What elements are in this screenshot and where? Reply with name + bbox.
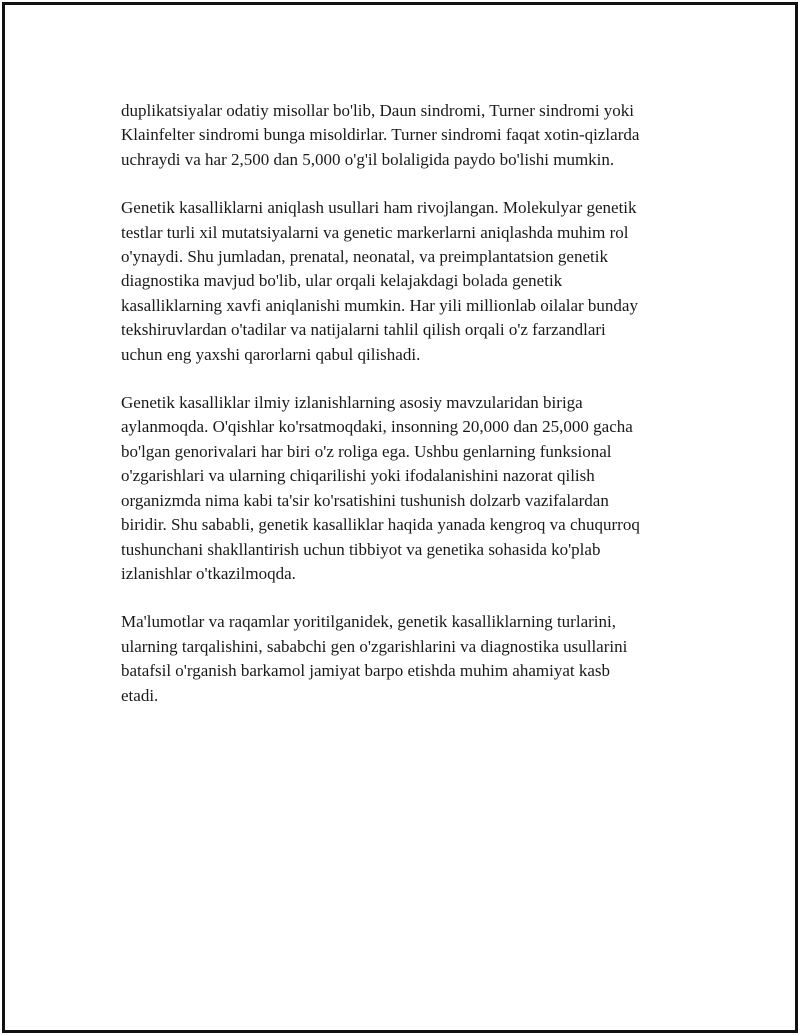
page-frame	[2, 2, 798, 1033]
paragraph-line: organizmda nima kabi ta'sir ko'rsatishini tushunish dolzarb vazifalardan	[121, 490, 609, 510]
paragraph-line: Ma'lumotlar va raqamlar yoritilganidek, genetik kasalliklarning turlarini,	[121, 612, 616, 632]
paragraph	[121, 610, 701, 708]
paragraph-line: izlanishlar o'tkazilmoqda.	[121, 563, 296, 583]
document-body	[121, 99, 701, 732]
paragraph-line: uchun eng yaxshi qarorlarni qabul qilishadi.	[121, 344, 421, 364]
paragraph-line: diagnostika mavjud bo'lib, ular orqali kelajakdagi bolada genetik	[121, 271, 563, 291]
paragraph-line: o'zgarishlari va ularning chiqarilishi yoki ifodalanishini nazorat qilish	[121, 466, 595, 486]
paragraph-line: batafsil o'rganish barkamol jamiyat barpo etishda muhim ahamiyat kasb	[121, 661, 611, 681]
paragraph-line: tushunchani shakllantirish uchun tibbiyot va genetika sohasida ko'plab	[121, 539, 601, 559]
paragraph	[121, 196, 701, 367]
paragraph-line: ularning tarqalishini, sababchi gen o'zgarishlarini va diagnostika usullarini	[121, 636, 628, 656]
paragraph-line: o'ynaydi. Shu jumladan, prenatal, neonatal, va preimplantatsion genetik	[121, 247, 608, 267]
paragraph-line: etadi.	[121, 685, 159, 705]
paragraph-line: testlar turli xil mutatsiyalarni va genetic markerlarni aniqlashda muhim rol	[121, 222, 629, 242]
paragraph-line: bo'lgan genorivalari har biri o'z roliga ega. Ushbu genlarning funksional	[121, 441, 612, 461]
paragraph-line: Genetik kasalliklar ilmiy izlanishlarning asosiy mavzularidan biriga	[121, 393, 583, 413]
paragraph-line: aylanmoqda. O'qishlar ko'rsatmoqdaki, insonning 20,000 dan 25,000 gacha	[121, 417, 633, 437]
paragraph-line: tekshiruvlardan o'tadilar va natijalarni tahlil qilish orqali o'z farzandlari	[121, 320, 606, 340]
paragraph-line: Klainfelter sindromi bunga misoldirlar. Turner sindromi faqat xotin-qizlarda	[121, 125, 640, 145]
paragraph-line: kasalliklarning xavfi aniqlanishi mumkin. Har yili millionlab oilalar bunday	[121, 295, 638, 315]
paragraph-line: uchraydi va har 2,500 dan 5,000 o'g'il bolaligida paydo bo'lishi mumkin.	[121, 149, 615, 169]
paragraph	[121, 99, 701, 172]
paragraph	[121, 391, 701, 586]
paragraph-line: biridir. Shu sababli, genetik kasalliklar haqida yanada kengroq va chuqurroq	[121, 515, 640, 535]
paragraph-line: duplikatsiyalar odatiy misollar bo'lib, Daun sindromi, Turner sindromi yoki	[121, 101, 635, 120]
paragraph-line: Genetik kasalliklarni aniqlash usullari ham rivojlangan. Molekulyar genetik	[121, 198, 637, 218]
